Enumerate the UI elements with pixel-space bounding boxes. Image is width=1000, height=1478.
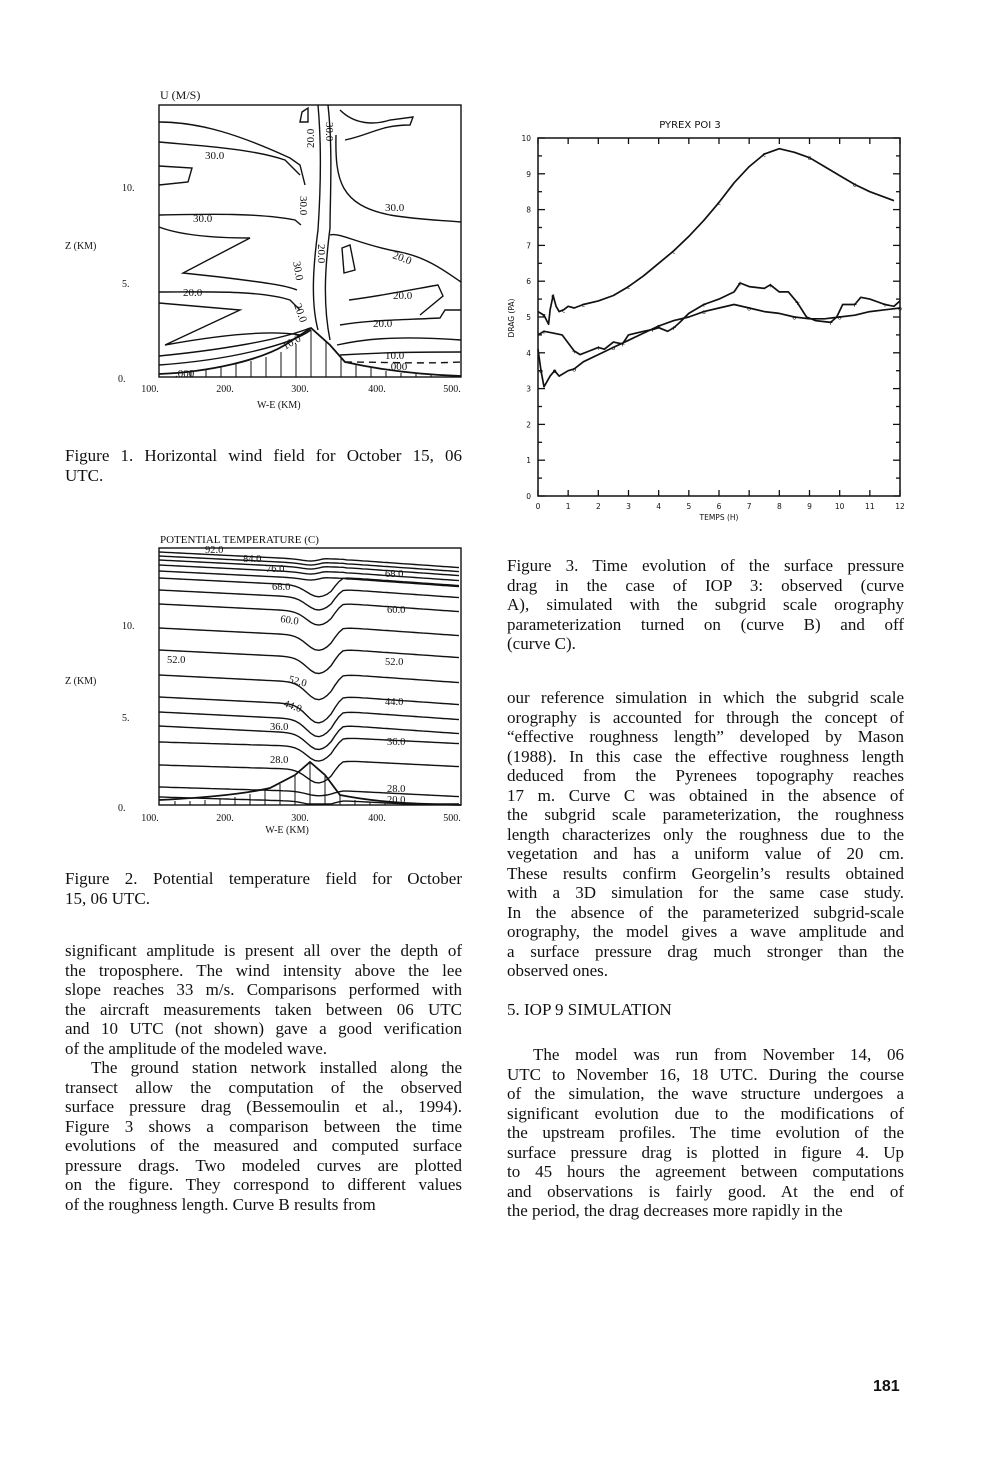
svg-text:300.: 300. [291, 813, 309, 824]
text-line: of the roughness length. Curve B results from [65, 1194, 376, 1214]
figure-1-xlabel: W-E (KM) [257, 400, 301, 411]
figure-1-title: U (M/S) [160, 88, 201, 102]
isentrope-line [159, 697, 459, 723]
x-tick-label: 7 [746, 502, 752, 511]
caption-line: Figure 2. Potential temperature field for October [65, 869, 462, 888]
figure-1-yticks [118, 183, 135, 385]
series-line-a [538, 283, 900, 355]
series-marker-a: + [794, 299, 801, 308]
series-marker-b: o [572, 365, 577, 374]
svg-text:44.0: 44.0 [281, 698, 304, 716]
series-marker-b: o [898, 304, 902, 313]
series-marker-b: o [611, 343, 616, 352]
figure-2-xticks [141, 813, 461, 824]
text-line: observed ones. [507, 961, 609, 980]
svg-text:500.: 500. [443, 813, 461, 824]
text-line: vegetation and has a uniform value of 20 cm. [507, 844, 904, 863]
series-marker-c: c [671, 247, 676, 256]
x-tick-label: 1 [565, 502, 571, 511]
x-tick-label: 10 [834, 502, 845, 511]
text-line: significant evolution due to the modifications of [507, 1103, 904, 1123]
series-marker-c: c [581, 300, 586, 309]
svg-text:52.0: 52.0 [287, 674, 308, 690]
isentrope-line [159, 675, 459, 700]
x-tick-label: 0 [535, 502, 541, 511]
isentrope-line [159, 726, 459, 750]
section-heading: 5. IOP 9 SIMULATION [507, 1000, 672, 1019]
text-line: length characterizes only the roughness due to the [507, 824, 904, 844]
y-tick-label: 10 [521, 134, 531, 143]
svg-text:68.0: 68.0 [272, 582, 291, 593]
svg-text:28.0: 28.0 [387, 784, 406, 795]
y-tick-label: 1 [526, 456, 531, 466]
chart-ylabel: DRAG (PA) [507, 298, 516, 338]
y-tick-label: 4 [526, 348, 531, 358]
svg-text:400.: 400. [368, 384, 386, 395]
svg-text:76.0: 76.0 [266, 564, 285, 575]
svg-text:0.: 0. [118, 374, 126, 385]
page-number: 181 [873, 1378, 900, 1395]
series-marker-b: o [701, 308, 706, 317]
svg-text:60.0: 60.0 [387, 605, 406, 616]
y-tick-label: 7 [526, 241, 531, 251]
svg-text:20.0: 20.0 [305, 128, 317, 148]
svg-text:.000: .000 [388, 361, 408, 373]
figure-1-ylabel: Z (KM) [65, 241, 97, 252]
text-line: with a 3D simulation for the same case study. [507, 883, 904, 902]
text-line: the troposphere. The wind intensity above the lee [65, 960, 462, 980]
figure-3-caption [507, 556, 904, 654]
y-tick-label: 0 [526, 492, 531, 501]
svg-text:36.0: 36.0 [387, 737, 406, 748]
text-line: the period, the drag decreases more rapidly in the [507, 1201, 843, 1220]
text-line: of the simulation, the wave structure undergoes a [507, 1084, 904, 1103]
text-line: 17 m. Curve C was obtained in the absence of [507, 785, 904, 805]
series-marker-c: c [551, 292, 555, 301]
chart-title: PYREX POI 3 [659, 120, 721, 131]
figure-2-xlabel: W-E (KM) [265, 825, 309, 836]
series-line-c [538, 149, 894, 325]
text-line: (curve C). [507, 634, 576, 653]
series-marker-b: o [539, 367, 544, 376]
text-line: and observations is fairly good. At the end of [507, 1181, 904, 1201]
text-line: A), simulated with the subgrid scale orography [507, 595, 904, 614]
svg-text:10.0: 10.0 [280, 332, 304, 353]
series-marker-a: + [767, 281, 774, 290]
svg-text:60.0: 60.0 [279, 614, 300, 628]
svg-text:10.0: 10.0 [385, 350, 405, 362]
text-line: deduced from the Pyrenees topography reaches [507, 766, 904, 785]
figure-1-xticks [141, 384, 461, 395]
x-tick-label: 6 [716, 502, 722, 511]
svg-text:30.0: 30.0 [205, 150, 225, 162]
series-marker-b: o [792, 313, 797, 322]
series-marker-b: o [656, 322, 661, 331]
series-marker-a: + [619, 340, 626, 349]
text-line: the subgrid scale parameterization, the roughness [507, 805, 904, 824]
text-line: “effective roughness length” developed by Mason [507, 727, 904, 746]
svg-text:10.: 10. [122, 621, 135, 632]
caption-line: 15, 06 UTC. [65, 888, 150, 908]
isentrope-line [159, 787, 459, 797]
text-line: surface pressure drag (Bessemoulin et al., 1994). [65, 1097, 462, 1116]
svg-text:20.0: 20.0 [390, 249, 414, 268]
y-tick-label: 6 [526, 277, 531, 287]
svg-text:400.: 400. [368, 813, 386, 824]
text-line: UTC to November 16, 18 UTC. During the course [507, 1064, 904, 1084]
paragraph [65, 941, 462, 1058]
text-line: orography, the model gives a wave amplitude and [507, 922, 904, 941]
series-marker-a: + [737, 279, 743, 288]
text-line: parameterization turned on (curve B) and off [507, 614, 904, 634]
isentrope-line [159, 650, 459, 674]
series-marker-a: + [595, 343, 602, 352]
series-marker-a: + [827, 318, 834, 327]
x-tick-label: 5 [686, 502, 692, 511]
x-tick-label: 3 [626, 502, 631, 511]
isentrope-line [159, 628, 459, 650]
figure-2-potential-temperature [65, 534, 461, 836]
svg-text:20.0: 20.0 [183, 287, 203, 299]
text-line: pressure drags. Two modeled curves are plotted [65, 1155, 462, 1175]
y-tick-label: 5 [526, 313, 531, 322]
series-marker-b: o [747, 304, 752, 313]
svg-text:20.0: 20.0 [393, 290, 413, 302]
text-line: Figure 3 shows a comparison between the time [65, 1116, 462, 1136]
series-marker-a: + [701, 300, 707, 309]
series-marker-b: o [552, 367, 557, 376]
series-marker-a: + [852, 300, 858, 309]
text-line: the aircraft measurements taken between 06 UTC [65, 999, 462, 1019]
isentrope-line [159, 761, 459, 783]
svg-text:84.0: 84.0 [243, 554, 262, 565]
svg-text:30.0: 30.0 [323, 122, 335, 142]
text-line: (1988). In this case the effective roughness length [507, 746, 904, 766]
text-line: a surface pressure drag much stronger than the [507, 941, 904, 961]
figure-2-title: POTENTIAL TEMPERATURE (C) [160, 534, 319, 546]
series-marker-a: + [541, 327, 547, 336]
figure-2-yticks [118, 621, 135, 814]
x-tick-label: 8 [776, 502, 782, 511]
svg-text:20.0: 20.0 [387, 795, 406, 806]
series-marker-a: + [882, 300, 888, 309]
figure-2-caption [65, 869, 462, 908]
text-line: drag in the case of IOP 3: observed (curve [507, 575, 904, 595]
y-tick-label: 2 [526, 420, 531, 430]
svg-text:68.0: 68.0 [385, 569, 404, 580]
svg-text:30.0: 30.0 [385, 202, 405, 214]
figure-2-contours [159, 552, 459, 804]
chart-ticks [521, 134, 905, 511]
svg-text:36.0: 36.0 [270, 722, 289, 733]
text-line: The model was run from November 14, 06 [533, 1045, 904, 1064]
text-line: of the amplitude of the modeled wave. [65, 1038, 327, 1058]
svg-text:.000: .000 [175, 368, 195, 380]
text-line: transect allow the computation of the observed [65, 1077, 462, 1097]
text-line: our reference simulation in which the subgrid scale [507, 688, 904, 707]
svg-text:20.0: 20.0 [373, 318, 393, 330]
text-line: the upstream profiles. The time evolution of the [507, 1123, 904, 1142]
y-tick-label: 8 [526, 205, 531, 215]
caption-line: UTC. [65, 465, 104, 485]
series-marker-c: c [762, 150, 767, 159]
svg-text:52.0: 52.0 [167, 655, 186, 666]
svg-text:20.0: 20.0 [291, 301, 310, 325]
x-tick-label: 11 [865, 502, 875, 511]
x-tick-label: 4 [656, 502, 662, 511]
svg-text:52.0: 52.0 [385, 657, 404, 668]
text-line: evolutions of the measured and computed surface [65, 1136, 462, 1155]
svg-text:5.: 5. [122, 279, 130, 290]
x-tick-label: 2 [595, 502, 601, 511]
isentrope-line [159, 738, 459, 761]
series-marker-c: c [717, 198, 721, 207]
text-line: and 10 UTC (not shown) gave a good verification [65, 1019, 462, 1038]
y-tick-label: 9 [526, 169, 531, 179]
svg-text:0.: 0. [118, 803, 126, 814]
svg-text:20.0: 20.0 [315, 244, 327, 264]
svg-text:10.: 10. [122, 183, 135, 194]
series-marker-a: + [649, 326, 656, 335]
text-line: on the figure. They correspond to different values [65, 1175, 462, 1194]
svg-text:30.0: 30.0 [290, 260, 306, 282]
svg-text:30.0: 30.0 [297, 196, 309, 216]
isentrope-line [159, 712, 459, 737]
text-line: The ground station network installed along the [91, 1058, 462, 1077]
text-line: Figure 3. Time evolution of the surface pressure [507, 556, 904, 575]
series-marker-c: c [561, 306, 566, 315]
series-marker-c: c [852, 181, 857, 190]
x-tick-label: 9 [807, 502, 812, 511]
section-paragraph [507, 1045, 904, 1221]
text-line: These results confirm Georgelin’s results obtained [507, 863, 904, 883]
svg-text:30.0: 30.0 [193, 213, 213, 225]
text-line: surface pressure drag is plotted in figure 4. Up [507, 1142, 904, 1162]
figure-2-ylabel: Z (KM) [65, 676, 97, 687]
isentrope-line [159, 604, 459, 628]
series-marker-a: + [671, 324, 677, 333]
series-marker-a: + [571, 347, 577, 356]
chart-series [538, 149, 902, 387]
svg-text:300.: 300. [291, 384, 309, 395]
chart-xlabel: TEMPS (H) [699, 513, 739, 522]
svg-text:28.0: 28.0 [270, 755, 289, 766]
text-line: In the absence of the parameterized subgrid-scale [507, 902, 904, 922]
series-line-b [538, 305, 900, 387]
svg-text:100.: 100. [141, 813, 159, 824]
svg-text:100.: 100. [141, 384, 159, 395]
series-marker-c: c [626, 283, 631, 292]
series-marker-b: o [837, 313, 842, 322]
svg-text:44.0: 44.0 [385, 697, 404, 708]
svg-text:500.: 500. [443, 384, 461, 395]
y-tick-label: 3 [526, 384, 531, 394]
text-line: orography is accounted for through the concept of [507, 707, 904, 727]
x-tick-label: 12 [895, 502, 905, 511]
text-line: to 45 hours the agreement between computations [507, 1162, 904, 1181]
figure-1-wind-field [65, 88, 461, 411]
right-column-text [507, 688, 904, 981]
left-column-text [65, 941, 462, 1214]
text-line: significant amplitude is present all over the depth of [65, 941, 462, 960]
svg-text:200.: 200. [216, 813, 234, 824]
figure-3-drag-chart [507, 120, 905, 522]
caption-line: Figure 1. Horizontal wind field for October 15, 06 [65, 446, 462, 465]
series-marker-c: c [807, 154, 812, 163]
figure-1-caption [65, 446, 462, 485]
svg-text:5.: 5. [122, 713, 130, 724]
svg-text:200.: 200. [216, 384, 234, 395]
svg-text:92.0: 92.0 [205, 545, 224, 556]
text-line: slope reaches 33 m/s. Comparisons performed with [65, 980, 462, 999]
paragraph [65, 1058, 462, 1214]
series-marker-c: c [542, 311, 546, 320]
